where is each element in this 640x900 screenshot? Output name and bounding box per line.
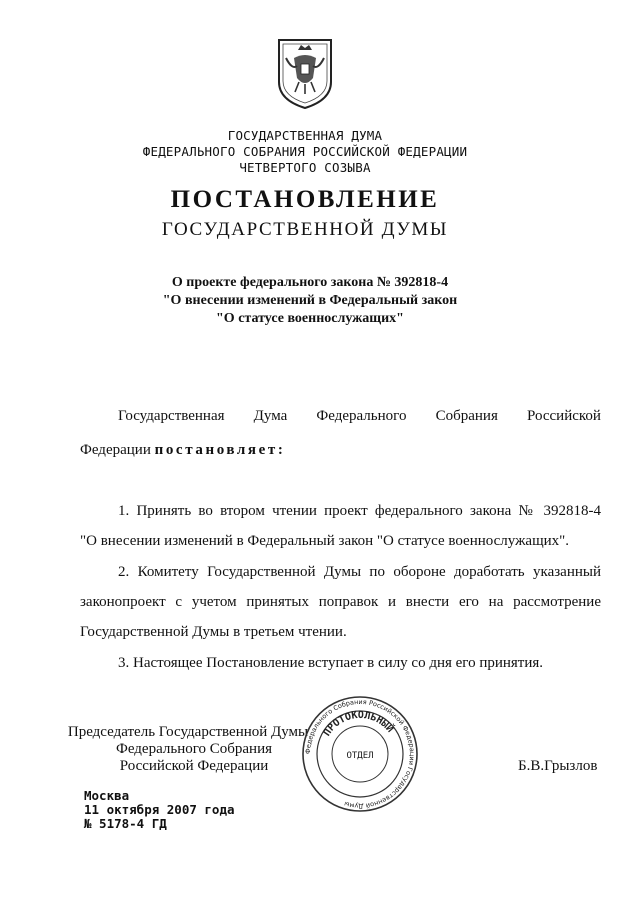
footer-number: № 5178-4 ГД [84,816,167,831]
item-2-line-2: законопроект с учетом принятых поправок и внести его на рассмотрение [80,594,601,610]
law-title-line-3: "О статусе военнослужащих" [216,311,404,326]
header-line-2: ФЕДЕРАЛЬНОГО СОБРАНИЯ РОССИЙСКОЙ ФЕДЕРАЦИИ [142,144,468,159]
intro-line-1 [118,408,601,425]
item-1-line-1: 1. Принять во втором чтении проект федерального закона № 392818-4 [118,503,601,519]
stamp-ring-text: ПРОТОКОЛЬНЫЙ [321,709,396,739]
signer-name: Б.В.Грызлов [518,758,598,774]
footer-date: 11 октября 2007 года [84,802,235,817]
document-subtitle: ГОСУДАРСТВЕННОЙ ДУМЫ [161,219,449,240]
law-title-line-1: О проекте федерального закона № 392818-4 [171,275,449,290]
stamp-outer-text: Федерального Собрания Российской Федерации Государственной Думы [303,697,417,811]
item-2-line-1: 2. Комитету Государственной Думы по обороне доработать указанный [118,564,601,580]
intro-word: Федерального [316,408,407,424]
law-title-line-2: "О внесении изменений в Федеральный закон [162,293,458,308]
stamp-center-text: ОТДЕЛ [346,751,374,761]
document-title: ПОСТАНОВЛЕНИЕ [170,186,440,213]
signature-title-line-1: Председатель Государственной Думы [67,724,309,740]
signature-title-line-2: Федерального Собрания [115,741,273,757]
intro-word: Дума [253,408,288,424]
resolves-word: постановляет: [154,442,286,458]
item-2-line-3: Государственной Думы в третьем чтении. [80,624,347,640]
official-stamp [300,694,420,814]
footer-city: Москва [84,788,130,803]
intro-word: Собрания [435,408,498,424]
header-line-3: ЧЕТВЕРТОГО СОЗЫВА [239,160,371,175]
item-1-line-2: "О внесении изменений в Федеральный закон "О статусе военнослужащих". [80,533,570,549]
header-line-1: ГОСУДАРСТВЕННАЯ ДУМА [227,128,383,143]
item-3: 3. Настоящее Постановление вступает в силу со дня его принятия. [118,655,544,671]
intro-line-2 [80,442,285,459]
coat-of-arms-icon [276,38,334,110]
intro-prefix: Федерации [80,442,151,458]
signature-title-line-3: Российской Федерации [119,758,269,774]
intro-word: Российской [527,408,601,424]
intro-word: Государственная [118,408,225,424]
